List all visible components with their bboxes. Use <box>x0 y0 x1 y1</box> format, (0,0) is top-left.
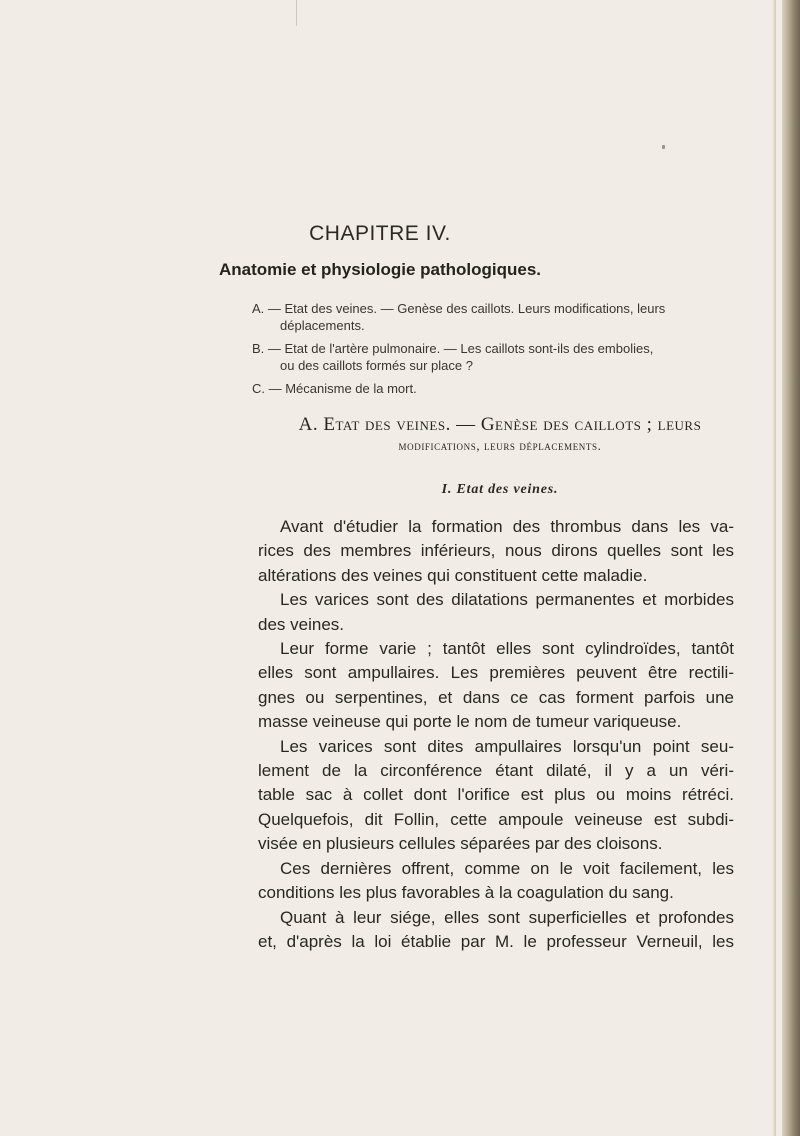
page-gutter-shadow <box>772 0 776 1136</box>
body-line: Leur forme varie ; tantôt elles sont cylindroïdes, tantôt <box>280 639 734 659</box>
body-text <box>258 515 734 954</box>
body-line: lement de la circonférence étant dilaté, il y a un véri- <box>258 761 734 781</box>
body-line: visée en plusieurs cellules séparées par des cloisons. <box>258 834 663 854</box>
section-heading-line1: A. Etat des veines. — Genèse des caillots ; leurs <box>298 414 702 435</box>
ink-speck <box>662 145 665 149</box>
body-line: Quelquefois, dit Follin, cette ampoule veineuse est subdi- <box>258 809 734 829</box>
body-line: Les varices sont dites ampullaires lorsqu'un point seu- <box>280 736 734 756</box>
body-line: table sac à collet dont l'orifice est plus ou moins rétréci. <box>258 785 734 805</box>
body-line: altérations des veines qui constituent cette maladie. <box>258 565 648 585</box>
summary-item-b-line1: B. — Etat de l'artère pulmonaire. — Les caillots sont-ils des embolies, <box>252 341 654 356</box>
summary-item-a-line2: déplacements. <box>280 318 365 333</box>
summary-item-c-line1: C. — Mécanisme de la mort. <box>252 381 417 396</box>
summary-item-b-line2: ou des caillots formés sur place ? <box>280 358 473 373</box>
subject-title: Anatomie et physiologie pathologiques. <box>218 260 542 279</box>
summary-item-a-line1: A. — Etat des veines. — Genèse des caillots. Leurs modifications, leurs <box>252 301 666 316</box>
page-edge <box>782 0 800 1136</box>
section-heading <box>240 414 760 456</box>
body-line: Avant d'étudier la formation des thrombus dans les va- <box>280 517 734 536</box>
body-line: gnes ou serpentines, et dans ce cas forment parfois une <box>258 687 734 707</box>
body-line: masse veineuse qui porte le nom de tumeur variqueuse. <box>258 712 682 732</box>
body-line: elles sont ampullaires. Les premières peuvent être rectili- <box>258 663 734 683</box>
body-line: Les varices sont des dilatations permanentes et morbides <box>280 590 734 610</box>
subsection-heading: I. Etat des veines. <box>441 482 559 497</box>
body-line: Quant à leur siége, elles sont superficielles et profondes <box>280 907 734 927</box>
chapter-title: CHAPITRE IV. <box>309 222 451 245</box>
body-line: conditions les plus favorables à la coagulation du sang. <box>258 883 674 903</box>
summary-item-a <box>252 300 742 334</box>
body-line: des veines. <box>258 614 344 634</box>
chapter-summary <box>252 300 742 403</box>
section-heading-line2: modifications, leurs déplacements. <box>398 438 602 453</box>
summary-item-b <box>252 340 742 374</box>
body-line: et, d'après la loi établie par M. le professeur Verneuil, les <box>258 931 734 951</box>
page-top-mark <box>296 0 297 26</box>
body-line: rices des membres inférieurs, nous dirons quelles sont les <box>258 541 734 561</box>
summary-item-c <box>252 380 742 397</box>
body-line: Ces dernières offrent, comme on le voit facilement, les <box>280 858 734 878</box>
